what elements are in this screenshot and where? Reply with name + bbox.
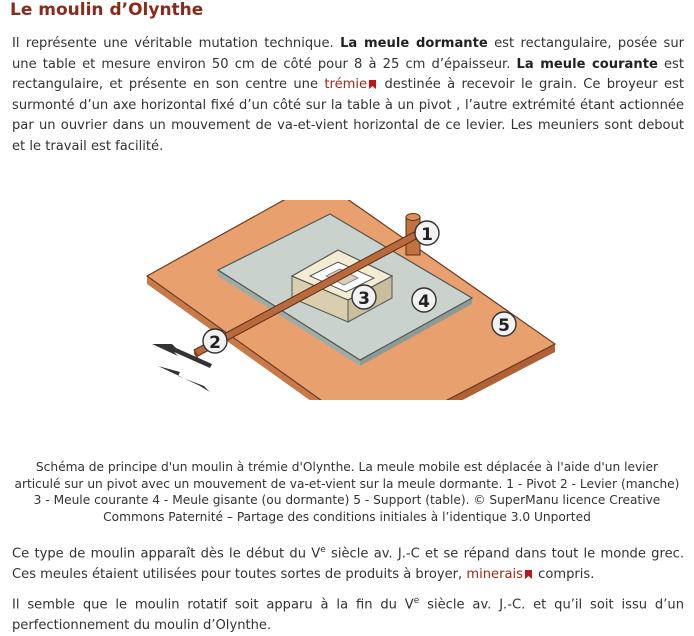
callout-1	[415, 221, 439, 245]
callout-3	[352, 285, 376, 309]
bold-term-meule-dormante: La meule dormante	[340, 36, 488, 51]
callout-5	[492, 312, 516, 336]
link-minerais[interactable]: minerais	[466, 566, 523, 582]
link-tremie[interactable]: trémie	[324, 77, 368, 92]
text-span: Il semble que le moulin rotatif soit apparu à la fin du V	[12, 597, 414, 613]
text-span: est rectangulaire, et présente en son centre une	[12, 56, 684, 92]
callout-2	[203, 329, 227, 353]
paragraph-3	[12, 591, 684, 636]
callout-4-label: 4	[418, 292, 430, 312]
paragraph-2	[12, 540, 684, 585]
text-span: siècle av. J.-C et se répand dans tout le monde grec. Ces meules étaient utilisées pour toutes sortes de produits à broyer,	[12, 546, 684, 582]
mill-diagram	[140, 200, 560, 400]
intro-paragraph	[12, 34, 684, 157]
callout-1-label: 1	[421, 225, 433, 245]
text-span: destinée à recevoir le grain. Ce broyeur est surmonté d’un axe horizontal fixé d’un côté sur la table à un pivot , l’autre extrémité étant actionnée par un ouvrier dans un mouvement de va-et-vient horizontal de ce levier. Les meuniers sont debout et le travail est facilité.	[12, 77, 684, 154]
text-span: Il représente une véritable mutation technique.	[12, 36, 341, 51]
bookmark-icon	[369, 80, 376, 89]
callout-2-label: 2	[209, 333, 221, 353]
superscript: e	[413, 596, 420, 606]
bold-term-meule-courante: La meule courante	[516, 56, 658, 72]
superscript: e	[320, 545, 326, 555]
bookmark-icon	[525, 570, 532, 579]
pivot-top	[406, 214, 420, 221]
callout-3-label: 3	[358, 289, 370, 309]
callout-5-label: 5	[498, 316, 510, 336]
callout-4	[412, 288, 436, 312]
text-span: siècle av. J.-C. et qu’il soit issu d’un perfectionnement du moulin d’Olynthe.	[12, 597, 685, 633]
figure-caption: Schéma de principe d'un moulin à trémie d'Olynthe. La meule mobile est déplacée à l'aide d'un levier articulé sur un pivot avec un mouvement de va-et-vient sur la meule dormante. 1 - Pivot 2 - Levier (manche) 3 - Meule courante 4 - Meule gisante (ou dormante) 5 - Support (table). © SuperManu licence Creative Commons Paternité – Partage des conditions initiales à l’identique 3.0 Unported	[14, 460, 680, 524]
motion-arrow	[158, 366, 210, 392]
text-span: est rectangulaire, posée sur une table et mesure environ 50 cm de côté pour 8 à 25 cm d’épaisseur.	[12, 36, 685, 72]
text-span: compris.	[533, 566, 595, 582]
section-title: Le moulin d’Olynthe	[10, 0, 204, 20]
text-span: Ce type de moulin apparaît dès le début du V	[12, 546, 321, 562]
